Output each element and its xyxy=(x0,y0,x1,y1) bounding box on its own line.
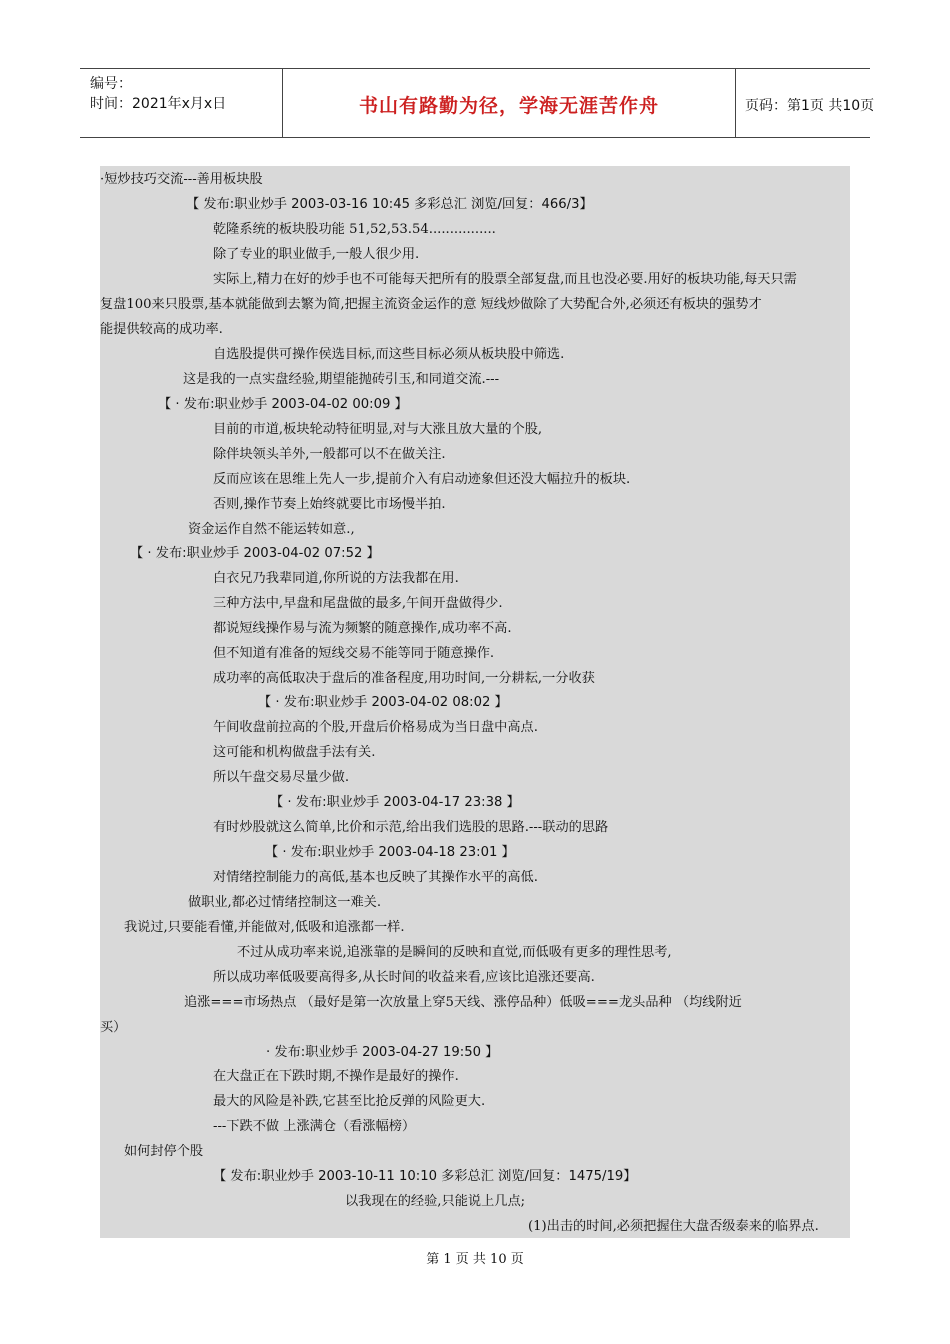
paragraph-line: 目前的市道,板块轮动特征明显,对与大涨且放大量的个股, xyxy=(213,422,543,437)
paragraph-line: 最大的风险是补跌,它甚至比抢反弹的风险更大. xyxy=(213,1094,486,1109)
post-meta: 【 发布:职业炒手 2003-10-11 10:10 多彩总汇 浏览/回复：1475/19】 xyxy=(213,1169,637,1184)
paragraph-line: 午间收盘前拉高的个股,开盘后价格易成为当日盘中高点. xyxy=(213,720,538,735)
post-meta: 【 · 发布:职业炒手 2003-04-02 08:02 】 xyxy=(258,695,508,710)
header-page-cell xyxy=(735,69,875,137)
paragraph-line: 这可能和机构做盘手法有关. xyxy=(213,745,376,760)
paragraph-line: 以我现在的经验,只能说上几点; xyxy=(345,1194,526,1209)
header-motto-cell xyxy=(282,69,736,137)
paragraph-line: 都说短线操作易与流为频繁的随意操作,成功率不高. xyxy=(213,621,512,636)
paragraph-line: 资金运作自然不能运转如意., xyxy=(188,522,355,537)
paragraph-line: ---下跌不做 上涨满仓（看涨幅榜） xyxy=(213,1119,416,1134)
post-meta: 【 · 发布:职业炒手 2003-04-02 07:52 】 xyxy=(130,546,380,561)
paragraph-line: 所以成功率低吸要高得多,从长时间的收益来看,应该比追涨还要高. xyxy=(213,970,595,985)
page-header xyxy=(80,68,875,138)
paragraph-line: 实际上,精力在好的炒手也不可能每天把所有的股票全部复盘,而且也没必要.用好的板块功能,每天只需 xyxy=(213,272,797,287)
paragraph-line: 乾隆系统的板块股功能 51,52,53.54................ xyxy=(213,222,496,237)
header-info-cell xyxy=(80,69,282,137)
paragraph-line: 追涨===市场热点 （最好是第一次放量上穿5天线、涨停品种）低吸===龙头品种 （均线附近 xyxy=(184,995,742,1010)
post-meta: · 发布:职业炒手 2003-04-27 19:50 】 xyxy=(266,1045,499,1060)
paragraph-line: 但不知道有准备的短线交易不能等同于随意操作. xyxy=(213,646,495,661)
paragraph-line: 有时炒股就这么简单,比价和示范,给出我们选股的思路.---联动的思路 xyxy=(213,820,609,835)
paragraph-line: 买） xyxy=(100,1020,127,1035)
page-footer: 第 1 页 共 10 页 xyxy=(426,1252,524,1267)
section-title: 如何封停个股 xyxy=(124,1144,204,1159)
article-title: ·短炒技巧交流---善用板块股 xyxy=(100,172,263,187)
post-meta: 【 · 发布:职业炒手 2003-04-02 00:09 】 xyxy=(158,397,408,412)
paragraph-line: 除伴块领头羊外,一般都可以不在做关注. xyxy=(213,447,446,462)
document-time-label: 时间：2021年x月x日 xyxy=(90,96,227,112)
paragraph-line: 我说过,只要能看懂,并能做对,低吸和追涨都一样. xyxy=(124,920,405,935)
post-meta: 【 · 发布:职业炒手 2003-04-18 23:01 】 xyxy=(265,845,515,860)
paragraph-line: 在大盘正在下跌时期,不操作是最好的操作. xyxy=(213,1069,459,1084)
post-meta: 【 · 发布:职业炒手 2003-04-17 23:38 】 xyxy=(270,795,520,810)
header-page-number: 页码：第1页 共10页 xyxy=(745,98,875,114)
paragraph-line: 这是我的一点实盘经验,期望能抛砖引玉,和同道交流.--- xyxy=(183,372,500,387)
paragraph-line: (1)出击的时间,必须把握住大盘否级泰来的临界点. xyxy=(528,1219,819,1234)
paragraph-line: 不过从成功率来说,追涨靠的是瞬间的反映和直觉,而低吸有更多的理性思考, xyxy=(237,945,672,960)
paragraph-line: 能提供较高的成功率. xyxy=(100,322,223,337)
paragraph-line: 对情绪控制能力的高低,基本也反映了其操作水平的高低. xyxy=(213,870,538,885)
paragraph-line: 复盘100来只股票,基本就能做到去繁为简,把握主流资金运作的意 短线炒做除了大势配合外,必须还有板块的强势才 xyxy=(100,297,762,312)
paragraph-line: 做职业,都必过情绪控制这一难关. xyxy=(188,895,382,910)
header-motto: 书山有路勤为径，学海无涯苦作舟 xyxy=(358,95,659,117)
paragraph-line: 反而应该在思维上先人一步,提前介入有启动迹象但还没大幅拉升的板块. xyxy=(213,472,631,487)
document-number-label: 编号： xyxy=(90,76,132,92)
paragraph-line: 白衣兄乃我辈同道,你所说的方法我都在用. xyxy=(213,571,459,586)
paragraph-line: 所以午盘交易尽量少做. xyxy=(213,770,350,785)
paragraph-line: 否则,操作节奏上始终就要比市场慢半拍. xyxy=(213,497,446,512)
paragraph-line: 三种方法中,早盘和尾盘做的最多,午间开盘做得少. xyxy=(213,596,503,611)
paragraph-line: 自选股提供可操作侯选目标,而这些目标必须从板块股中筛选. xyxy=(213,347,565,362)
paragraph-line: 除了专业的职业做手,一般人很少用. xyxy=(213,247,420,262)
post-meta: 【 发布:职业炒手 2003-03-16 10:45 多彩总汇 浏览/回复：466/3】 xyxy=(186,197,593,212)
paragraph-line: 成功率的高低取决于盘后的准备程度,用功时间,一分耕耘,一分收获 xyxy=(213,671,595,686)
